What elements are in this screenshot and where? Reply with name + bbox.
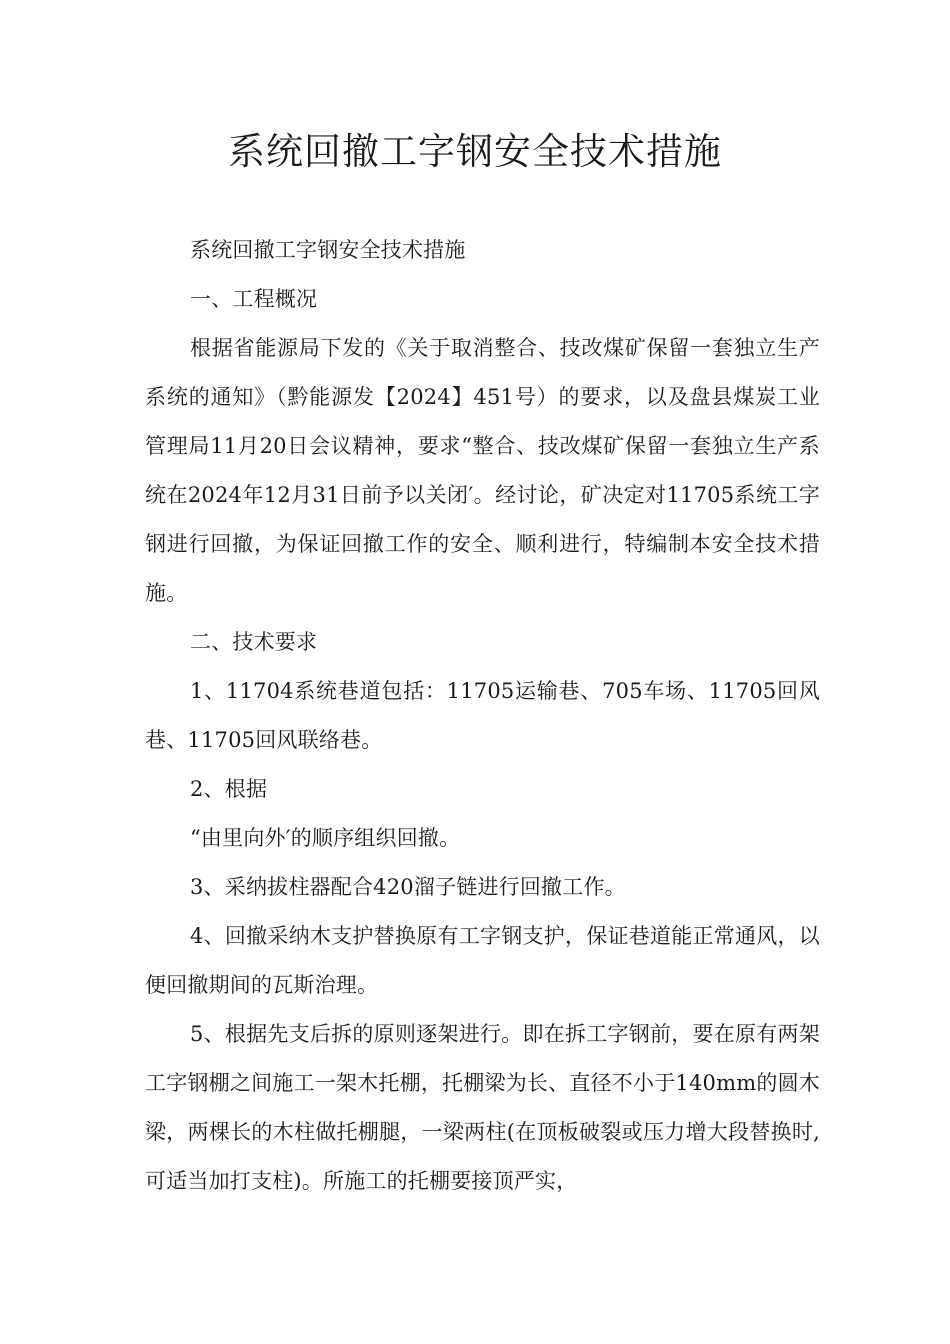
paragraph-item-2: 2、根据 [190,777,268,801]
paragraph-item-3: 3、采纳拔柱器配合420溜子链进行回撤工作。 [190,875,626,899]
paragraph-item-5: 5、根据先支后拆的原则逐架进行。即在拆工字钢前，要在原有两架工字钢棚之间施工一架木托棚，托棚梁为长、直径不小于140mm的圆木梁，两棵长的木柱做托棚腿，一梁两柱(在顶板破裂或压力增大段替换时,可适当加打支柱)。所施工的托棚要接顶严实， [145,1022,820,1193]
paragraph-overview: 根据省能源局下发的《关于取消整合、技改煤矿保留一套独立生产系统的通知》（黔能源发【2024】451号）的要求，以及盘县煤炭工业管理局11月20日会议精神，要求“整合、技改煤矿保留一套独立生产系统在2024年12月31日前予以关闭′。经讨论，矿决定对11705系统工字钢进行回撤，为保证回撤工作的安全、顺利进行，特编制本安全技术措施。 [145,336,820,605]
document-title: 系统回撤工字钢安全技术措施 [228,130,722,173]
section-heading-overview: 一、工程概况 [190,287,318,311]
paragraph-item-2-continued: “由里向外′的顺序组织回撤。 [190,826,461,850]
document-body [145,226,820,1206]
paragraph-item-1: 1、11704系统巷道包括：11705运输巷、705车场、11705回风巷、11705回风联络巷。 [145,679,820,752]
section-heading-requirements: 二、技术要求 [190,630,318,654]
paragraph-subtitle: 系统回撤工字钢安全技术措施 [190,238,466,262]
paragraph-item-4: 4、回撤采纳木支护替换原有工字钢支护，保证巷道能正常通风，以便回撤期间的瓦斯治理。 [145,924,820,997]
